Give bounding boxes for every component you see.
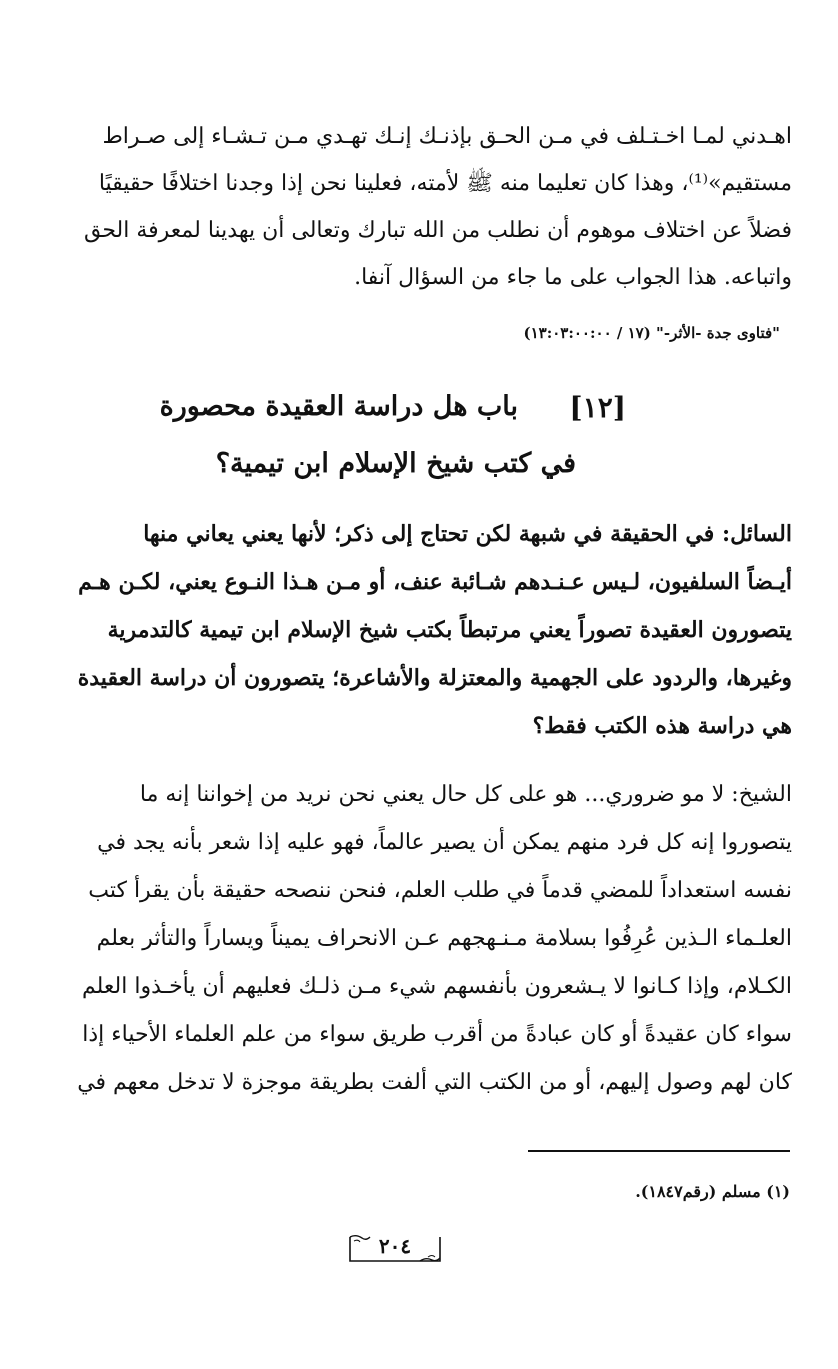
text-line: سواء كان عقيدةً أو كان عبادةً من أقرب طريق سواء من علم العلماء الأحياء إذا [82, 1022, 792, 1047]
text-line: اهـدني لمـا اخـتـلف في مـن الحـق بإذنـك إنـك تهـدي مـن تـشـاء إلى صـراط [102, 124, 792, 149]
text-line: يتصورون العقيدة تصوراً يعني مرتبطاً بكتب شيخ الإسلام ابن تيمية كالتدمرية [107, 617, 792, 643]
text-line: أيـضاً السلفيون، لـيس عـنـدهم شـائبة عنف، أو مـن هـذا النـوع يعني، لكـن هـم [78, 569, 792, 595]
text-line: العلـماء الـذين عُرِفُوا بسلامة مـنـهجهم عـن الانحراف يميناً ويساراً والتأثر بعلم [96, 926, 792, 951]
text-line: وغيرها، والردود على الجهمية والمعتزلة والأشاعرة؛ يتصورون أن دراسة العقيدة [77, 665, 792, 691]
text-line: السائل: في الحقيقة في شبهة لكن تحتاج إلى ذكر؛ لأنها يعني يعاني منها [143, 521, 792, 547]
text-line: هي دراسة هذه الكتب فقط؟ [532, 713, 792, 739]
text-line: الشيخ: لا مو ضروري... هو على كل حال يعني نحن نريد من إخواننا إنه ما [139, 782, 792, 807]
chapter-title-line-2: في كتب شيخ الإسلام ابن تيمية؟ [215, 448, 576, 479]
text-line: نفسه استعداداً للمضي قدماً في طلب العلم، فنحن ننصحه حقيقة بأن يقرأ كتب [88, 878, 792, 903]
page-number: ٢٠٤ [378, 1234, 412, 1258]
chapter-title-line-1: باب هل دراسة العقيدة محصورة [159, 391, 518, 422]
text-line: واتباعه. هذا الجواب على ما جاء من السؤال آنفا. [354, 265, 792, 290]
text-line: فضلاً عن اختلاف موهوم أن نطلب من الله تبارك وتعالى أن يهدينا لمعرفة الحق [84, 218, 792, 243]
text-line: مستقيم»⁽¹⁾، وهذا كان تعليما منه ﷺ لأمته، فعلينا نحن إذا وجدنا اختلافًا حقيقيًا [98, 171, 792, 196]
text-line: كان لهم وصول إليهم، أو من الكتب التي ألفت بطريقة موجزة لا تدخل معهم في [77, 1070, 792, 1095]
text-line: الكـلام، وإذا كـانوا لا يـشعرون بأنفسهم شيء مـن ذلـك فعليهم أن يأخـذوا العلم [82, 974, 792, 999]
footnote-separator [528, 1150, 790, 1152]
chapter-number: [١٢] [569, 391, 626, 424]
text-line: يتصوروا إنه كل فرد منهم يمكن أن يصير عالماً، فهو عليه إذا شعر بأنه يجد في [97, 830, 792, 855]
footnote: (١) مسلم (رقم١٨٤٧). [635, 1182, 790, 1201]
fatwa-source: "فتاوى جدة -الأثر-" (١٧ / ١٣:٠٣:٠٠:٠٠) [523, 324, 780, 342]
